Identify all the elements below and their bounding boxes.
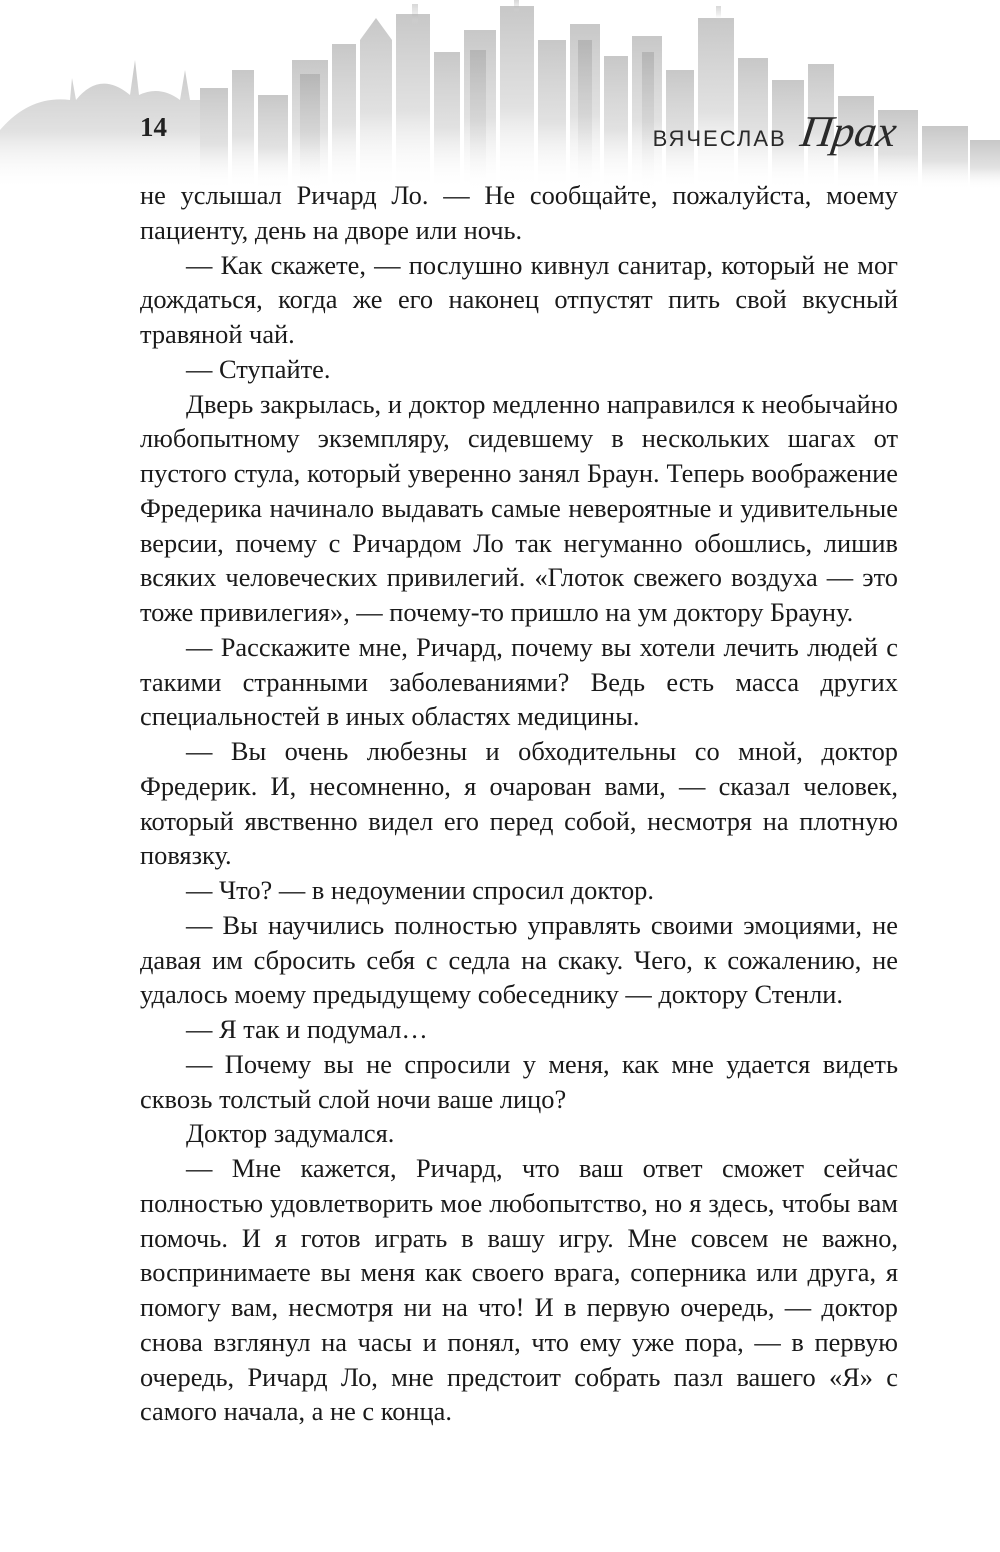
paragraph: — Вы научились полностью управлять своими эмоциями, не давая им сбросить себя с седла на скаку. Чего, к сожалению, не удалось моему предыдущему собеседнику — доктору Стенли. — [140, 909, 898, 1010]
paragraph: — Я так и подумал… — [186, 1014, 428, 1044]
body-text — [140, 178, 898, 1429]
paragraph: не услышал Ричард Ло. — Не сообщайте, пожалуйста, моему пациенту, день на дворе или ночь. — [140, 180, 898, 245]
paragraph: — Что? — в недоумении спросил доктор. — [186, 875, 654, 905]
paragraph: Дверь закрылась, и доктор медленно направился к необычайно любопытному экземпляру, сидевшему в нескольких шагах от пустого стула, который уверенно занял Браун. Теперь воображение Фредерика начинало выдавать самые невероятные и удивительные версии, почему с Ричардом Ло так негуманно обошлись, лишив всяких человеческих привилегий. «Глоток свежего воздуха — это тоже привилегия», — почему-то пришло на ум доктору Брауну. — [140, 388, 898, 627]
running-head — [652, 106, 900, 157]
paragraph: — Почему вы не спросили у меня, как мне удается видеть сквозь толстый слой ночи ваше лицо? — [140, 1048, 898, 1114]
paragraph: — Как скажете, — послушно кивнул санитар, который не мог дождаться, когда же его наконец отпустят пить свой вкусный травяной чай. — [140, 249, 898, 349]
paragraph: Доктор задумался. — [186, 1118, 395, 1149]
paragraph: — Мне кажется, Ричард, что ваш ответ сможет сейчас полностью удовлетворить мое любопытство, но я здесь, чтобы вам помочь. И я готов играть в вашу игру. Мне совсем не важно, воспринимаете вы меня как своего врага, соперника или друга, я помогу вам, несмотря ни на что! И в первую очередь, — доктор снова взглянул на часы и понял, что ему уже пора, — в первую очередь, Ричард Ло, мне предстоит собрать пазл вашего «Я» с самого начала, а не с конца. — [140, 1153, 898, 1427]
book-title: Прах — [797, 107, 900, 156]
paragraph: — Вы очень любезны и обходительны со мной, доктор Фредерик. И, несомненно, я очарован вами, — сказал человек, который явственно видел его перед собой, несмотря на плотную повязку. — [140, 736, 898, 871]
author-name: ВЯЧЕСЛАВ — [652, 126, 787, 151]
page-number: 14 — [140, 112, 167, 142]
city-skyline-header-illustration — [0, 0, 1000, 190]
paragraph: — Расскажите мне, Ричард, почему вы хотели лечить людей с такими странными заболеваниями? Ведь есть масса других специальностей в иных областях медицины. — [140, 631, 898, 732]
paragraph: — Ступайте. — [186, 353, 331, 384]
